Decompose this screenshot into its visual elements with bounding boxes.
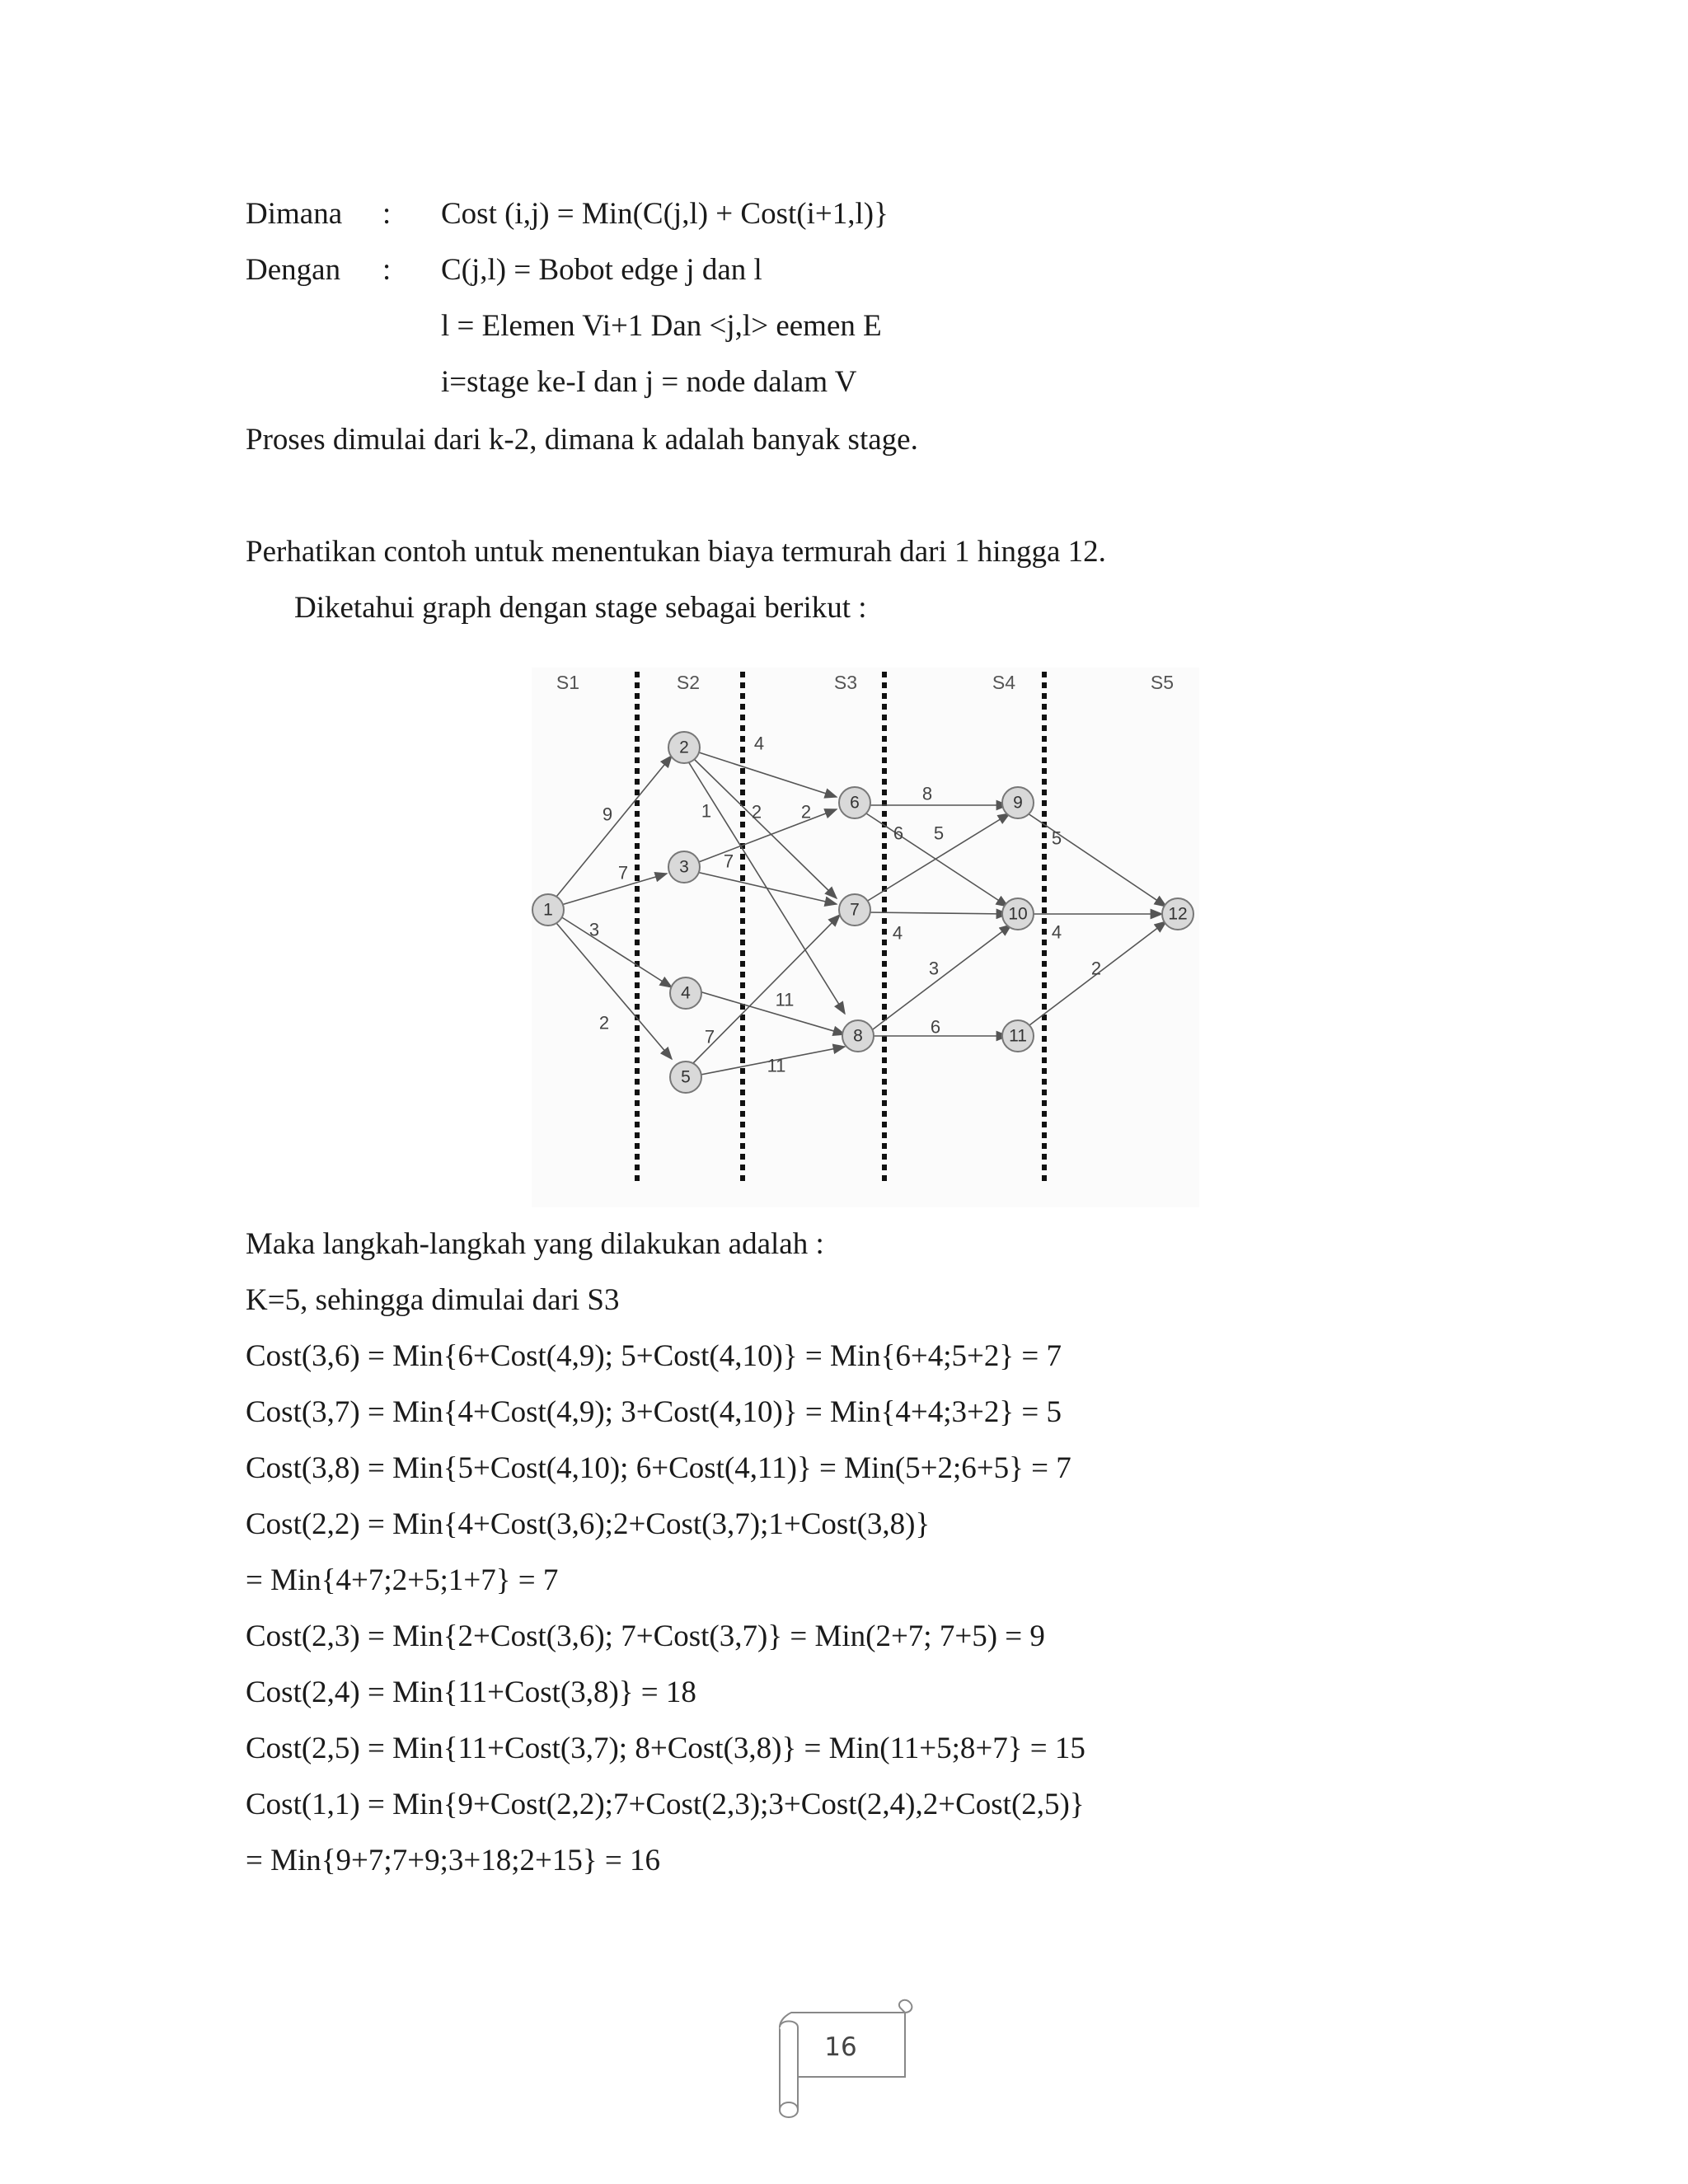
edge-label: 6 (930, 1016, 941, 1038)
node-label: 11 (1009, 1026, 1027, 1046)
node-label: 3 (679, 857, 689, 877)
step-line: Cost(3,6) = Min{6+Cost(4,9); 5+Cost(4,10)} = Min{6+4;5+2} = 7 (246, 1339, 1062, 1373)
edge-label: 6 (893, 823, 904, 844)
step-line: Cost(2,5) = Min{11+Cost(3,7); 8+Cost(3,8)} = Min(11+5;8+7} = 15 (246, 1732, 1085, 1765)
edge-label: 7 (704, 1026, 715, 1047)
node-label: 5 (681, 1067, 691, 1087)
definition-text: l = Elemen Vi+1 Dan <j,l> eemen E (441, 309, 882, 343)
edge-label: 5 (933, 823, 945, 844)
edge-label: 4 (753, 733, 765, 754)
node-label: 9 (1013, 793, 1023, 813)
edge-label: 3 (588, 919, 600, 940)
step-line: = Min{4+7;2+5;1+7} = 7 (246, 1563, 559, 1597)
definition-colon: : (382, 253, 392, 287)
step-line: Cost(2,4) = Min{11+Cost(3,8)} = 18 (246, 1675, 696, 1709)
stage-label: S3 (833, 672, 858, 693)
stage-label: S4 (992, 672, 1016, 693)
edge-label: 2 (1090, 958, 1102, 979)
multistage-graph (532, 668, 1199, 1207)
edge-label: 1 (701, 800, 712, 822)
figure-background (532, 668, 1199, 1207)
node-label: 1 (543, 900, 553, 920)
definition-label: Dengan (246, 253, 341, 287)
node-label: 12 (1168, 904, 1188, 924)
node-label: 7 (850, 900, 860, 920)
edge-label: 11 (775, 989, 795, 1010)
step-line: Cost(1,1) = Min{9+Cost(2,2);7+Cost(2,3);3+Cost(2,4),2+Cost(2,5)} (246, 1788, 1085, 1821)
node-label: 2 (679, 738, 689, 757)
process-start-text: Proses dimulai dari k-2, dimana k adalah banyak stage. (246, 423, 918, 457)
step-line: K=5, sehingga dimulai dari S3 (246, 1283, 620, 1317)
steps-intro-text: Maka langkah-langkah yang dilakukan adalah : (246, 1227, 824, 1261)
graph-intro-text: Diketahui graph dengan stage sebagai berikut : (294, 591, 867, 625)
definition-label: Dimana (246, 197, 343, 231)
definition-text: Cost (i,j) = Min(C(j,l) + Cost(i+1,l)} (441, 197, 889, 231)
edge-label: 5 (1051, 827, 1062, 849)
edge-label: 2 (598, 1012, 610, 1033)
edge-label: 7 (723, 851, 734, 872)
multistage-graph-figure (532, 668, 1199, 1207)
edge-label: 2 (751, 801, 762, 823)
step-line: Cost(3,7) = Min{4+Cost(4,9); 3+Cost(4,10)} = Min{4+4;3+2} = 5 (246, 1395, 1062, 1429)
node-label: 8 (853, 1026, 863, 1046)
example-intro-text: Perhatikan contoh untuk menentukan biaya termurah dari 1 hingga 12. (246, 535, 1106, 569)
edge-label: 3 (928, 958, 940, 979)
step-line: Cost(2,2) = Min{4+Cost(3,6);2+Cost(3,7);1+Cost(3,8)} (246, 1507, 931, 1541)
edge-label: 4 (1051, 921, 1062, 943)
step-line: = Min{9+7;7+9;3+18;2+15} = 16 (246, 1844, 660, 1877)
definition-colon: : (382, 197, 392, 231)
node-label: 10 (1008, 904, 1028, 924)
stage-label: S1 (556, 672, 580, 693)
edge-label: 7 (617, 862, 629, 883)
definition-text: i=stage ke-I dan j = node dalam V (441, 365, 857, 399)
edge-label: 2 (800, 801, 812, 823)
edge-label: 8 (921, 783, 933, 804)
step-line: Cost(3,8) = Min{5+Cost(4,10); 6+Cost(4,11)} = Min(5+2;6+5} = 7 (246, 1451, 1071, 1485)
page-number: 16 (824, 2032, 857, 2062)
node-label: 6 (850, 793, 860, 813)
stage-label: S2 (676, 672, 701, 693)
step-line: Cost(2,3) = Min{2+Cost(3,6); 7+Cost(3,7)} = Min(2+7; 7+5) = 9 (246, 1619, 1045, 1653)
edge-label: 9 (602, 804, 613, 825)
stage-label: S5 (1150, 672, 1175, 693)
definition-text: C(j,l) = Bobot edge j dan l (441, 253, 762, 287)
node-label: 4 (681, 983, 691, 1003)
edge-label: 11 (767, 1055, 786, 1076)
edge-label: 4 (892, 922, 903, 944)
